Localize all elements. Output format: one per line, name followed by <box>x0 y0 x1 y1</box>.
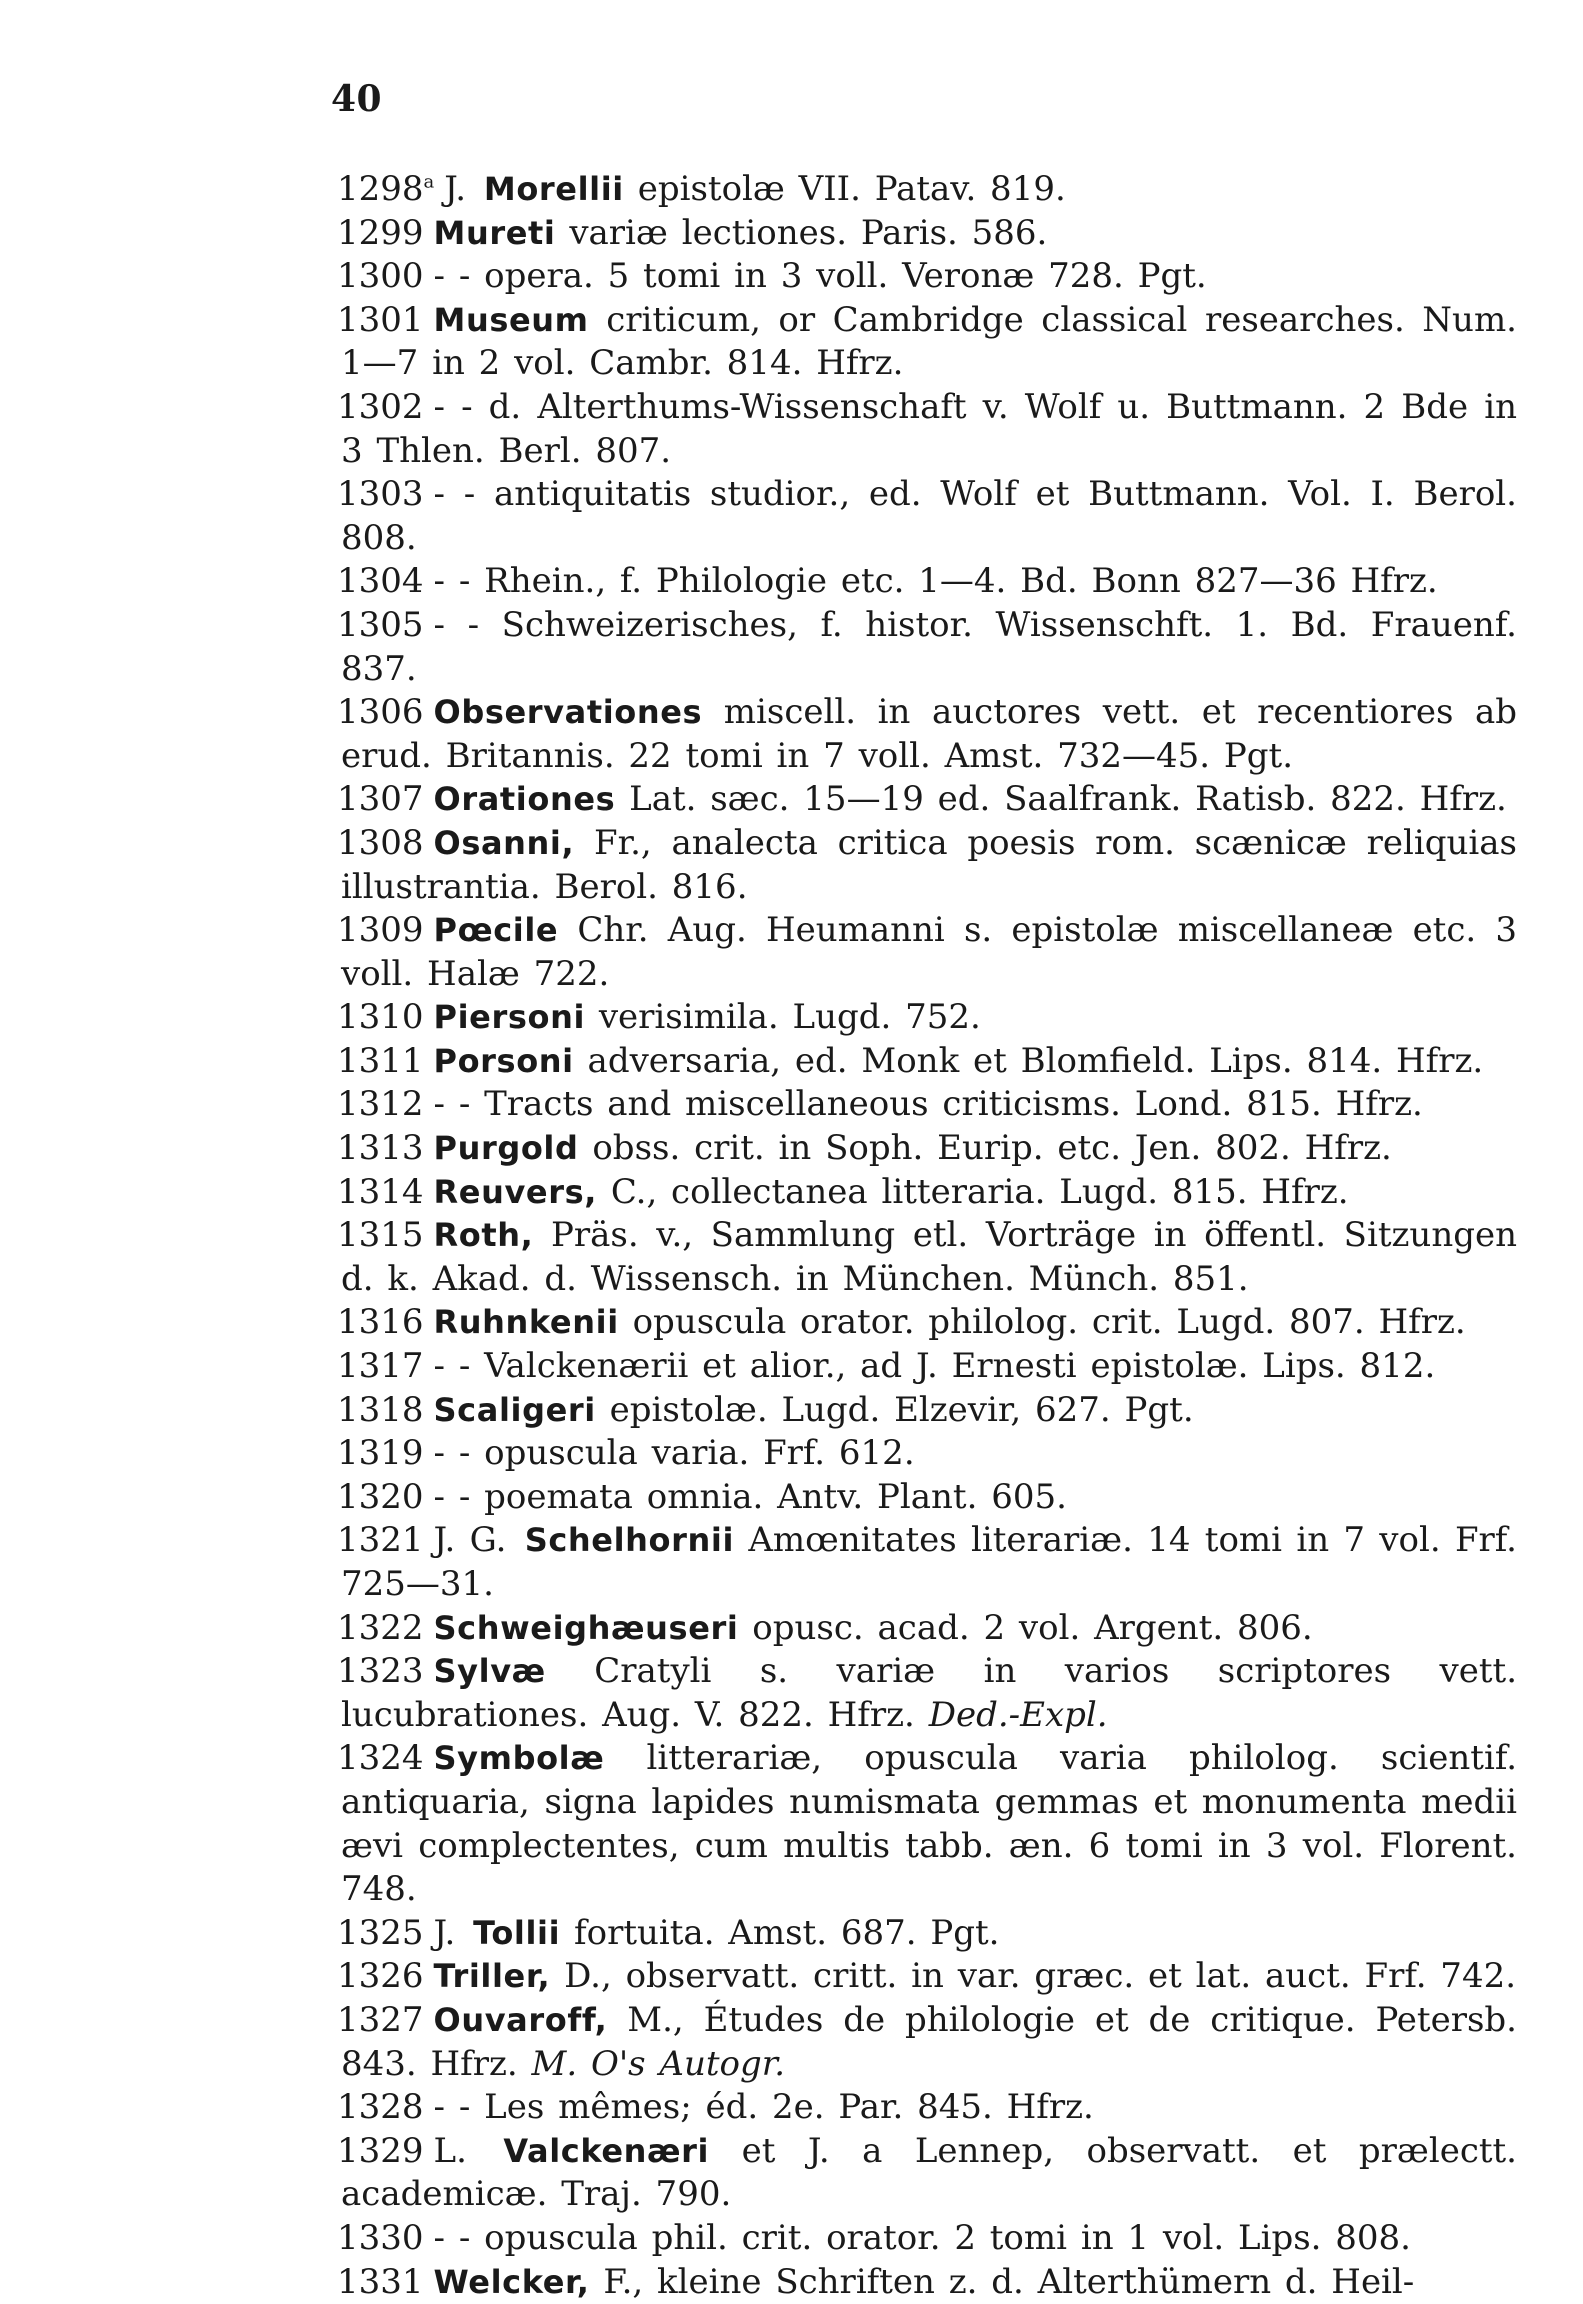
entry-number-text: 1313 <box>337 1128 424 1168</box>
entry-author: Ouvaroff, <box>434 2001 608 2039</box>
entry-initials: J. G. <box>434 1520 507 1560</box>
catalog-entry <box>337 996 1517 1040</box>
entry-number-text: 1303 <box>337 474 424 514</box>
entry-author: Purgold <box>434 1129 579 1167</box>
catalog-entry <box>337 1171 1517 1215</box>
entry-description: et J. a Lennep, observatt. et prælectt. academicæ. Traj. 790. <box>341 2131 1517 2215</box>
entry-number-text: 1310 <box>337 997 424 1037</box>
entry-number <box>337 1433 424 1473</box>
catalog-entry <box>337 299 1517 386</box>
entry-author: Tollii <box>473 1914 560 1952</box>
catalog-entry <box>337 1955 1517 1999</box>
entry-number <box>337 997 424 1037</box>
entry-number-text: 1322 <box>337 1608 424 1648</box>
entry-number <box>337 213 424 253</box>
entry-author: Mureti <box>434 214 556 252</box>
entry-number-text: 1307 <box>337 779 424 819</box>
entry-number <box>337 1956 424 1996</box>
entry-author: Museum <box>434 301 589 339</box>
entry-author: Triller, <box>434 1957 551 1995</box>
entry-number <box>337 1346 424 1386</box>
entry-author: Orationes <box>434 780 616 818</box>
catalog-entry <box>337 1607 1517 1651</box>
entry-description: litterariæ, opuscula varia philolog. scientif. antiquaria, signa lapides numismata gemmas et monumenta medii ævi complectentes, cum multis tabb. æn. 6 tomi in 3 vol. Florent. 748. <box>341 1738 1517 1909</box>
entry-author: Ruhnkenii <box>434 1303 619 1341</box>
catalog-entry <box>337 473 1517 560</box>
catalog-entry <box>337 2217 1517 2261</box>
entry-number <box>337 1302 424 1342</box>
entry-description: - - Rhein., f. Philologie etc. 1—4. Bd. Bonn 827—36 Hfrz. <box>434 561 1438 601</box>
entry-author: Valckenæri <box>503 2132 709 2170</box>
catalog-entry <box>337 604 1517 691</box>
entry-author: Observationes <box>434 693 703 731</box>
entry-number <box>337 1390 424 1430</box>
entry-number <box>337 2218 424 2258</box>
entry-number <box>337 692 424 732</box>
entry-number <box>337 1520 424 1560</box>
entry-number <box>337 1215 424 1255</box>
catalog-entry <box>337 2261 1517 2304</box>
entry-description: - - d. Alterthums-Wissenschaft v. Wolf u. Buttmann. 2 Bde in 3 Thlen. Berl. 807. <box>341 387 1517 471</box>
catalog-entry <box>337 1476 1517 1520</box>
entry-number-text: 1321 <box>337 1520 424 1560</box>
entry-author: Sylvæ <box>434 1652 546 1690</box>
entry-description: - - opuscula varia. Frf. 612. <box>434 1433 915 1473</box>
entry-author: Reuvers, <box>434 1173 597 1211</box>
entry-number-text: 1316 <box>337 1302 424 1342</box>
entry-number <box>337 1477 424 1517</box>
entry-number-text: 1308 <box>337 823 424 863</box>
entry-description: M., Études de philologie et de critique. Petersb. 843. Hfrz. <box>341 2000 1517 2084</box>
entry-description: Amœnitates literariæ. 14 tomi in 7 vol. Frf. 725—31. <box>341 1520 1517 1604</box>
catalog-entry <box>337 1345 1517 1389</box>
entry-description: - - opera. 5 tomi in 3 voll. Veronæ 728. Pgt. <box>434 256 1207 296</box>
entry-number-suffix: a <box>424 172 435 193</box>
catalog-entry <box>337 1127 1517 1171</box>
entry-description: adversaria, ed. Monk et Blomfield. Lips. 814. Hfrz. <box>588 1041 1484 1081</box>
entry-number <box>337 1608 424 1648</box>
entry-description: - - Schweizerisches, f. histor. Wissenschft. 1. Bd. Frauenf. 837. <box>341 605 1517 689</box>
entry-author: Pœcile <box>434 911 559 949</box>
entry-initials: J. <box>444 169 466 209</box>
entry-description: Lat. sæc. 15—19 ed. Saalfrank. Ratisb. 822. Hfrz. <box>629 779 1507 819</box>
entry-description: - - opuscula phil. crit. orator. 2 tomi in 1 vol. Lips. 808. <box>434 2218 1411 2258</box>
catalog-entry <box>337 1519 1517 1606</box>
catalog-entry <box>337 691 1517 778</box>
entry-number <box>337 1913 424 1953</box>
entry-description: epistolæ. Lugd. Elzevir, 627. Pgt. <box>610 1390 1194 1430</box>
entry-number-text: 1309 <box>337 910 424 950</box>
entry-number-text: 1301 <box>337 300 424 340</box>
entry-author: Schweighæuseri <box>434 1609 739 1647</box>
entry-number-text: 1304 <box>337 561 424 601</box>
entry-description: opusc. acad. 2 vol. Argent. 806. <box>752 1608 1312 1648</box>
entry-number-text: 1314 <box>337 1172 424 1212</box>
entry-author: Symbolæ <box>434 1739 605 1777</box>
entry-description: - - Valckenærii et alior., ad J. Ernesti epistolæ. Lips. 812. <box>434 1346 1436 1386</box>
entry-number <box>337 2087 424 2127</box>
catalog-entry <box>337 1912 1517 1956</box>
entry-description: Chr. Aug. Heumanni s. epistolæ miscellaneæ etc. 3 voll. Halæ 722. <box>341 910 1517 994</box>
entry-number-text: 1331 <box>337 2262 424 2302</box>
catalog-entry <box>337 1083 1517 1127</box>
entry-number <box>337 1128 424 1168</box>
entry-number-text: 1325 <box>337 1913 424 1953</box>
entry-description: Fr., analecta critica poesis rom. scænicæ reliquias illustrantia. Berol. 816. <box>341 823 1517 907</box>
entry-number-text: 1315 <box>337 1215 424 1255</box>
entry-number <box>337 605 424 645</box>
entry-author: Piersoni <box>434 998 586 1036</box>
entry-description: C., collectanea litteraria. Lugd. 815. Hfrz. <box>611 1172 1349 1212</box>
entry-number-text: 1300 <box>337 256 424 296</box>
entry-number <box>337 2131 424 2171</box>
entry-description: Präs. v., Sammlung etl. Vorträge in öffentl. Sitzungen d. k. Akad. d. Wissensch. in München. Münch. 851. <box>341 1215 1517 1299</box>
entry-note: Ded.-Expl. <box>929 1695 1108 1735</box>
entry-number <box>337 823 424 863</box>
entry-number <box>337 1041 424 1081</box>
entry-number <box>337 910 424 950</box>
entry-initials: L. <box>434 2131 467 2171</box>
catalog-entry <box>337 1999 1517 2086</box>
entry-description: - - Les mêmes; éd. 2e. Par. 845. Hfrz. <box>434 2087 1094 2127</box>
entry-initials: J. <box>434 1913 456 1953</box>
entry-description: fortuita. Amst. 687. Pgt. <box>574 1913 999 1953</box>
entry-number-text: 1311 <box>337 1041 424 1081</box>
catalog-entry <box>337 1040 1517 1084</box>
entry-description: criticum, or Cambridge classical researches. Num. 1—7 in 2 vol. Cambr. 814. Hfrz. <box>341 300 1517 384</box>
entry-description: opuscula orator. philolog. crit. Lugd. 807. Hfrz. <box>633 1302 1466 1342</box>
entry-number-text: 1302 <box>337 387 424 427</box>
catalog-entry <box>337 212 1517 256</box>
entry-author: Welcker, <box>434 2263 590 2301</box>
entry-number <box>337 779 424 819</box>
entry-number <box>337 2262 424 2302</box>
entry-author: Osanni, <box>434 824 575 862</box>
entry-number-text: 1318 <box>337 1390 424 1430</box>
entry-number-text: 1327 <box>337 2000 424 2040</box>
entry-number-text: 1306 <box>337 692 424 732</box>
entry-number-text: 1317 <box>337 1346 424 1386</box>
catalog-entry <box>337 168 1517 212</box>
entry-description: F., kleine Schriften z. d. Alterthümern d. Heil- <box>603 2262 1414 2302</box>
entry-author: Scaligeri <box>434 1391 596 1429</box>
catalog-entry <box>337 1389 1517 1433</box>
entry-description: Cratyli s. variæ in varios scriptores vett. lucubrationes. Aug. V. 822. Hfrz. <box>341 1651 1517 1735</box>
entry-number-text: 1299 <box>337 213 424 253</box>
entry-list <box>337 168 1517 2304</box>
catalog-entry <box>337 822 1517 909</box>
entry-description: - - antiquitatis studior., ed. Wolf et Buttmann. Vol. I. Berol. 808. <box>341 474 1517 558</box>
entry-number-text: 1305 <box>337 605 424 645</box>
entry-number-text: 1326 <box>337 1956 424 1996</box>
entry-description: D., observatt. critt. in var. græc. et lat. auct. Frf. 742. <box>564 1956 1516 1996</box>
entry-number <box>337 300 424 340</box>
entry-number <box>337 1738 424 1778</box>
entry-description: epistolæ VII. Patav. 819. <box>638 169 1066 209</box>
entry-number <box>337 169 434 209</box>
entry-author: Schelhornii <box>525 1521 734 1559</box>
entry-number-text: 1323 <box>337 1651 424 1691</box>
entry-number-text: 1328 <box>337 2087 424 2127</box>
catalog-entry <box>337 1214 1517 1301</box>
entry-author: Roth, <box>434 1216 534 1254</box>
entry-description: variæ lectiones. Paris. 586. <box>569 213 1047 253</box>
catalog-entry <box>337 1432 1517 1476</box>
entry-description: verisimila. Lugd. 752. <box>599 997 981 1037</box>
catalog-entry <box>337 386 1517 473</box>
entry-author: Morellii <box>484 170 624 208</box>
entry-number <box>337 474 424 514</box>
entry-number <box>337 256 424 296</box>
entry-description: - - poemata omnia. Antv. Plant. 605. <box>434 1477 1067 1517</box>
entry-number <box>337 1651 424 1691</box>
catalog-entry <box>337 255 1517 299</box>
entry-description: obss. crit. in Soph. Eurip. etc. Jen. 802. Hfrz. <box>592 1128 1391 1168</box>
entry-number <box>337 2000 424 2040</box>
entry-number <box>337 1172 424 1212</box>
catalog-entry <box>337 778 1517 822</box>
entry-number-text: 1319 <box>337 1433 424 1473</box>
entry-number-text: 1324 <box>337 1738 424 1778</box>
catalog-entry <box>337 2086 1517 2130</box>
catalog-entry <box>337 2130 1517 2217</box>
catalog-entry <box>337 1650 1517 1737</box>
entry-number-text: 1320 <box>337 1477 424 1517</box>
entry-number-text: 1312 <box>337 1084 424 1124</box>
catalog-entry <box>337 1737 1517 1911</box>
entry-number <box>337 387 424 427</box>
entry-author: Porsoni <box>434 1042 574 1080</box>
entry-description: - - Tracts and miscellaneous criticisms. Lond. 815. Hfrz. <box>434 1084 1423 1124</box>
catalog-entry <box>337 560 1517 604</box>
catalog-entry <box>337 909 1517 996</box>
entry-description: miscell. in auctores vett. et recentiores ab erud. Britannis. 22 tomi in 7 voll. Amst. 732—45. Pgt. <box>341 692 1517 776</box>
catalog-entry <box>337 1301 1517 1345</box>
page-number: 40 <box>331 78 382 120</box>
entry-number-text: 1329 <box>337 2131 424 2171</box>
entry-note: M. O's Autogr. <box>532 2044 786 2084</box>
entry-number-text: 1298 <box>337 169 424 209</box>
entry-number-text: 1330 <box>337 2218 424 2258</box>
entry-number <box>337 1084 424 1124</box>
entry-number <box>337 561 424 601</box>
